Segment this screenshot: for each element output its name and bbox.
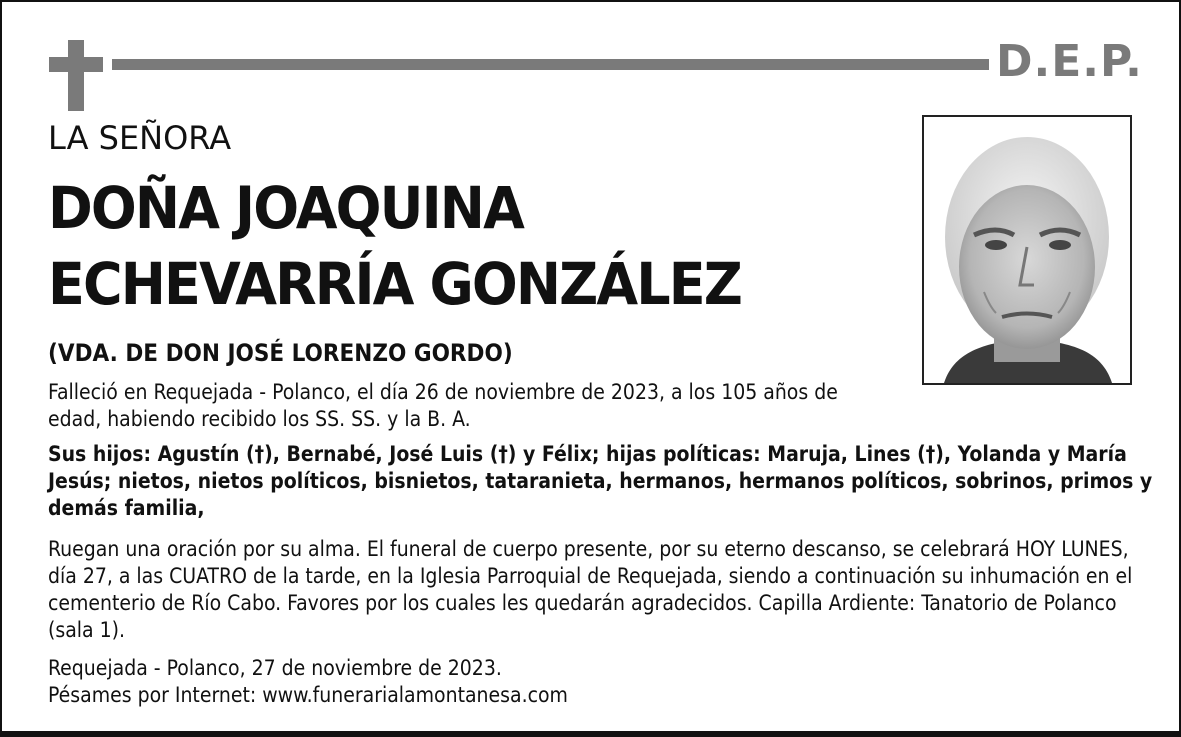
name-line-2: ECHEVARRÍA GONZÁLEZ: [48, 250, 742, 318]
header-rule: [112, 59, 989, 70]
title-prefix: LA SEÑORA: [48, 119, 232, 157]
condolences-website: Pésames por Internet: www.funerarialamontanesa.com: [48, 683, 568, 707]
cross-icon-bar: [49, 57, 103, 72]
prayer-notice: Ruegan una oración por su alma. El funeral de cuerpo presente, por su eterno descanso, se celebrará HOY LUNES, día 27, a las CUATRO de la tarde, en la Iglesia Parroquial de Requejada, siendo a continuación su inhumación en el cementerio de Río Cabo. Favores por los cuales les quedarán agradecidos. Capilla Ardiente: Tanatorio de Polanco (sala 1).: [48, 537, 1133, 642]
dep-label: D.E.P.: [996, 36, 1143, 87]
deceased-name: [48, 170, 848, 322]
name-line-1: DOÑA JOAQUINA: [48, 174, 523, 242]
place-date: Requejada - Polanco, 27 de noviembre de 2023.: [48, 656, 502, 680]
cross-icon: [68, 40, 84, 111]
deceased-photo: [922, 115, 1132, 385]
widow-of: (VDA. DE DON JOSÉ LORENZO GORDO): [48, 339, 513, 367]
family-list: Sus hijos: Agustín (†), Bernabé, José Luis (†) y Félix; hijas políticas: Maruja, Lines (†), Yolanda y María Jesús; nietos, nietos políticos, bisnietos, tataranieta, hermanos, hermanos políticos, sobrinos, primos y demás familia,: [48, 442, 1153, 520]
portrait-image: [924, 117, 1130, 383]
death-notice: Falleció en Requejada - Polanco, el día 26 de noviembre de 2023, a los 105 años de edad, habiendo recibido los SS. SS. y la B. A.: [48, 380, 838, 431]
